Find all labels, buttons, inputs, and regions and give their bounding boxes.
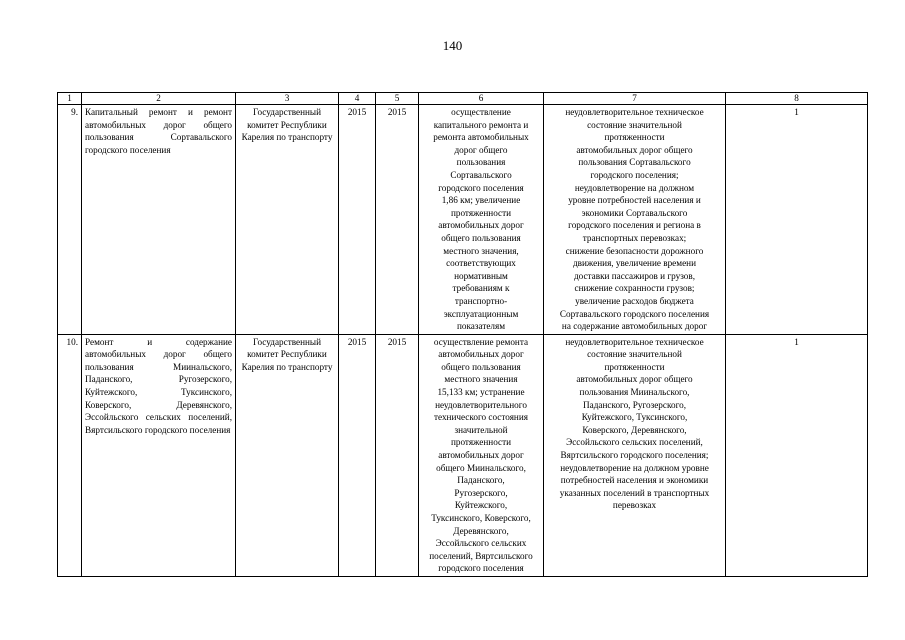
header-cell: 6 [419,93,544,105]
executor: Государственный комитет Республики Карелия по транспорту [236,334,339,576]
result-line: транспортно- [454,295,508,306]
header-cell: 8 [726,93,868,105]
header-cell: 1 [58,93,82,105]
row-number: 10. [58,334,82,576]
table-row [58,334,868,576]
consequence-line: уровне потребностей населения и [568,195,701,206]
consequence-line: неудовлетворение на должном уровне [560,462,709,473]
result-line: осуществление ремонта [433,336,529,347]
result-line: общего пользования [441,232,521,243]
result-line: соответствующих [446,258,516,269]
consequence-line: указанных поселений в транспортных [559,487,710,498]
result-line: значительной [454,424,508,435]
consequence-line: городского поселения и региона в [568,220,701,231]
result-line: городского поселения [438,563,524,574]
consequence-line: Вяртсильского городского поселения; [560,450,709,461]
result-line: Паданского, [457,475,505,486]
start-year: 2015 [339,105,376,335]
result-line: показателям [456,321,506,332]
result-line: эксплуатационным [443,308,519,319]
result-line: 1,86 км; увеличение [441,195,521,206]
result-line: автомобильных дорог [438,220,524,231]
result-line: технического состояния [433,412,528,423]
consequence-line: автомобильных дорог общего [576,144,693,155]
result-line: 15,133 км; устранение [437,387,525,398]
consequence-line: Эссойльского сельских поселений, [566,437,703,448]
result-line: Сортавальского [450,169,512,180]
header-cell: 5 [376,93,419,105]
table-header-row [58,93,868,105]
result-line: общего Миинальского, [436,462,526,473]
header-cell: 7 [544,93,726,105]
consequence-line: пользования Миинальского, [579,387,690,398]
program-table [57,92,868,577]
end-year: 2015 [376,334,419,576]
measure-name: Капитальный ремонт и ремонт автомобильных дорог общего пользования Сортавальского городского поселения [82,105,236,335]
consequence-line: неудовлетворение на должном [574,182,695,193]
consequence-line: Коверского, Деревянского, [582,424,687,435]
consequence-line: состояние значительной [587,349,682,360]
consequence-line: транспортных перевозках; [582,232,687,243]
col8-value: 1 [726,105,868,335]
consequences [544,334,726,576]
header-cell: 4 [339,93,376,105]
consequence-line: протяженности [604,132,665,143]
header-cell: 2 [82,93,236,105]
measure-name: Ремонт и содержание автомобильных дорог общего пользования Миинальского, Паданского, Ругозерского, Куйтежского, Туксинского, Коверского, Деревянского, Эссойльского сельских поселений, Вяртсильского городского поселения [82,334,236,576]
expected-result [419,105,544,335]
result-line: пользования [456,157,506,168]
consequence-line: Куйтежского, Туксинского, [581,412,688,423]
consequence-line: городского поселения; [590,169,679,180]
result-line: нормативным [454,270,508,281]
table-row [58,105,868,335]
consequence-line: Сортавальского городского поселения [559,308,710,319]
result-line: автомобильных дорог [438,349,524,360]
result-line: Туксинского, Коверского, [431,513,531,523]
result-line: Куйтежского, [454,500,508,511]
consequence-line: пользования Сортавальского [578,157,691,168]
consequence-line: Паданского, Ругозерского, [582,399,686,410]
consequence-line: состояние значительной [587,119,682,130]
result-line: городского поселения [438,182,524,193]
page-number: 140 [442,38,463,53]
consequence-line: доставки пассажиров и грузов, [573,270,696,281]
expected-result [419,334,544,576]
result-line: поселений, Вяртсильского [429,550,533,561]
result-line: местного значения [444,374,518,385]
end-year: 2015 [376,105,419,335]
consequence-line: движения, увеличение времени [573,258,696,269]
result-line: Ругозерского, [454,487,508,498]
result-line: Деревянского, [453,525,509,536]
result-line: автомобильных дорог [438,450,524,461]
consequence-line: перевозках [612,500,657,511]
consequences [544,105,726,335]
consequence-line: автомобильных дорог общего [576,374,693,385]
result-line: протяженности [450,437,512,448]
result-line: местного значения, [443,245,519,256]
result-line: протяженности [450,207,512,218]
consequence-line: на содержание автомобильных дорог [561,321,708,332]
result-line: Эссойльского сельских [435,538,527,549]
consequence-line: снижение сохранности грузов; [574,283,695,294]
result-line: общего пользования [441,361,521,372]
row-number: 9. [58,105,82,335]
consequence-line: экономики Сортавальского [581,207,688,218]
start-year: 2015 [339,334,376,576]
result-line: неудовлетворительного [435,399,527,410]
col8-value: 1 [726,334,868,576]
result-line: ремонта автомобильных [433,132,529,143]
result-line: требованиям к [452,283,510,294]
consequence-line: неудовлетворительное техническое [565,107,704,117]
consequence-line: увеличение расходов бюджета [575,295,694,306]
result-line: капитального ремонта и [433,119,529,130]
executor: Государственный комитет Республики Карелия по транспорту [236,105,339,335]
consequence-line: потребностей населения и экономики [560,475,709,486]
result-line: дорог общего [454,144,508,155]
consequence-line: протяженности [604,361,665,372]
header-cell: 3 [236,93,339,105]
result-line: осуществление [451,107,511,117]
consequence-line: снижение безопасности дорожного [565,245,704,256]
consequence-line: неудовлетворительное техническое [565,336,704,347]
